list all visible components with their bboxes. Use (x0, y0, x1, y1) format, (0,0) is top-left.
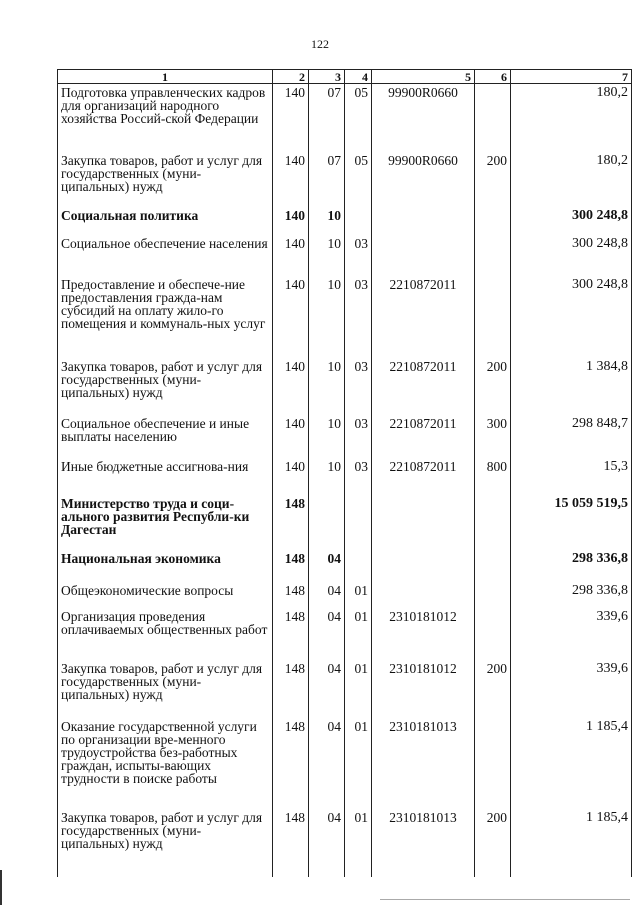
row-name: Оказание государственной услуги по организации вре-менного трудоустройства без-работных граждан, испыты-вающих трудности в поиске работы (58, 718, 273, 809)
table-row (58, 358, 632, 415)
row-name: Закупка товаров, работ и услуг для государственных (муни-ципальных) нужд (58, 809, 273, 877)
row-name: Иные бюджетные ассигнова-ния (58, 458, 273, 495)
row-name: Закупка товаров, работ и услуг для государственных (муни-ципальных) нужд (58, 358, 273, 415)
row-target-code: 2210872011 (372, 458, 475, 495)
table-row (58, 718, 632, 809)
row-chapter-code: 148 (273, 809, 309, 877)
row-amount: 180,2 (511, 84, 632, 153)
row-chapter-code: 148 (273, 660, 309, 718)
row-subsection-code: 03 (345, 235, 372, 276)
row-expense-type: 200 (475, 809, 511, 877)
row-expense-type (475, 84, 511, 153)
row-section-code: 04 (309, 718, 345, 809)
row-expense-type (475, 495, 511, 550)
row-expense-type: 200 (475, 358, 511, 415)
row-subsection-code: 01 (345, 608, 372, 660)
row-subsection-code: 05 (345, 152, 372, 207)
table-row (58, 660, 632, 718)
row-chapter-code: 148 (273, 608, 309, 660)
row-chapter-code: 140 (273, 458, 309, 495)
row-chapter-code: 140 (273, 415, 309, 458)
row-amount: 298 848,7 (511, 415, 632, 458)
table-row (58, 582, 632, 608)
table-row (58, 415, 632, 458)
row-target-code (372, 495, 475, 550)
scan-bottom-mark (380, 899, 630, 900)
row-subsection-code (345, 207, 372, 235)
row-name: Подготовка управленческих кадров для организаций народного хозяйства Россий-ской Федерации (58, 84, 273, 153)
table-row (58, 809, 632, 877)
row-amount: 1 185,4 (511, 809, 632, 877)
row-amount: 15,3 (511, 458, 632, 495)
row-subsection-code: 03 (345, 358, 372, 415)
row-section-code: 04 (309, 608, 345, 660)
row-name: Общеэкономические вопросы (58, 582, 273, 608)
row-section-code: 10 (309, 207, 345, 235)
row-subsection-code: 01 (345, 718, 372, 809)
row-target-code (372, 235, 475, 276)
table-row (58, 550, 632, 582)
row-expense-type (475, 582, 511, 608)
row-amount: 339,6 (511, 608, 632, 660)
page-number: 122 (311, 37, 329, 51)
row-subsection-code (345, 495, 372, 550)
row-amount: 298 336,8 (511, 550, 632, 582)
row-chapter-code: 148 (273, 495, 309, 550)
budget-table (57, 69, 632, 877)
row-amount: 180,2 (511, 152, 632, 207)
row-amount: 300 248,8 (511, 207, 632, 235)
row-subsection-code: 05 (345, 84, 372, 153)
row-subsection-code: 03 (345, 276, 372, 358)
row-chapter-code: 140 (273, 207, 309, 235)
row-expense-type (475, 550, 511, 582)
row-section-code: 10 (309, 415, 345, 458)
row-amount: 339,6 (511, 660, 632, 718)
table-row (58, 152, 632, 207)
row-target-code: 2310181013 (372, 718, 475, 809)
row-subsection-code: 01 (345, 660, 372, 718)
row-chapter-code: 148 (273, 582, 309, 608)
row-subsection-code: 03 (345, 415, 372, 458)
row-chapter-code: 148 (273, 550, 309, 582)
row-expense-type: 800 (475, 458, 511, 495)
row-chapter-code: 140 (273, 152, 309, 207)
row-section-code: 10 (309, 358, 345, 415)
row-chapter-code: 140 (273, 358, 309, 415)
row-chapter-code: 148 (273, 718, 309, 809)
table-body (58, 84, 632, 878)
column-header-6: 6 (475, 70, 511, 84)
row-name: Закупка товаров, работ и услуг для государственных (муни-ципальных) нужд (58, 152, 273, 207)
row-target-code: 2310181013 (372, 809, 475, 877)
row-amount: 1 384,8 (511, 358, 632, 415)
row-amount: 1 185,4 (511, 718, 632, 809)
row-name: Министерство труда и соци-ального развития Республи-ки Дагестан (58, 495, 273, 550)
row-name: Социальное обеспечение и иные выплаты населению (58, 415, 273, 458)
row-section-code: 07 (309, 84, 345, 153)
column-header-5: 5 (372, 70, 475, 84)
row-target-code: 2310181012 (372, 660, 475, 718)
row-chapter-code: 140 (273, 235, 309, 276)
table-row (58, 608, 632, 660)
row-subsection-code (345, 550, 372, 582)
row-section-code: 07 (309, 152, 345, 207)
row-amount: 15 059 519,5 (511, 495, 632, 550)
row-section-code (309, 495, 345, 550)
table-row (58, 276, 632, 358)
row-name: Предоставление и обеспече-ние предоставления гражда-нам субсидий на оплату жило-го помещения и коммуналь-ных услуг (58, 276, 273, 358)
table-row (58, 458, 632, 495)
column-header-7: 7 (511, 70, 632, 84)
row-name: Закупка товаров, работ и услуг для государственных (муни-ципальных) нужд (58, 660, 273, 718)
row-chapter-code: 140 (273, 84, 309, 153)
row-target-code (372, 550, 475, 582)
row-section-code: 10 (309, 458, 345, 495)
row-target-code: 99900R0660 (372, 84, 475, 153)
row-target-code: 2210872011 (372, 276, 475, 358)
row-amount: 300 248,8 (511, 276, 632, 358)
column-header-3: 3 (309, 70, 345, 84)
row-section-code: 10 (309, 235, 345, 276)
row-subsection-code: 01 (345, 809, 372, 877)
row-expense-type (475, 276, 511, 358)
row-amount: 300 248,8 (511, 235, 632, 276)
row-amount: 298 336,8 (511, 582, 632, 608)
row-target-code: 2210872011 (372, 415, 475, 458)
row-target-code: 99900R0660 (372, 152, 475, 207)
scan-edge-mark (0, 870, 2, 905)
table-row (58, 235, 632, 276)
row-subsection-code: 03 (345, 458, 372, 495)
column-header-4: 4 (345, 70, 372, 84)
row-section-code: 04 (309, 582, 345, 608)
row-target-code: 2210872011 (372, 358, 475, 415)
row-section-code: 04 (309, 660, 345, 718)
row-expense-type (475, 608, 511, 660)
row-subsection-code: 01 (345, 582, 372, 608)
row-name: Социальная политика (58, 207, 273, 235)
row-section-code: 04 (309, 550, 345, 582)
row-expense-type (475, 718, 511, 809)
row-expense-type (475, 207, 511, 235)
row-section-code: 04 (309, 809, 345, 877)
row-target-code (372, 207, 475, 235)
row-section-code: 10 (309, 276, 345, 358)
row-name: Организация проведения оплачиваемых общественных работ (58, 608, 273, 660)
row-expense-type: 200 (475, 660, 511, 718)
row-chapter-code: 140 (273, 276, 309, 358)
table-row (58, 84, 632, 153)
table-header-row (58, 70, 632, 84)
row-expense-type (475, 235, 511, 276)
row-target-code: 2310181012 (372, 608, 475, 660)
row-expense-type: 200 (475, 152, 511, 207)
row-name: Национальная экономика (58, 550, 273, 582)
column-header-1: 1 (58, 70, 273, 84)
row-name: Социальное обеспечение населения (58, 235, 273, 276)
column-header-2: 2 (273, 70, 309, 84)
row-expense-type: 300 (475, 415, 511, 458)
row-target-code (372, 582, 475, 608)
table-row (58, 207, 632, 235)
table-row (58, 495, 632, 550)
